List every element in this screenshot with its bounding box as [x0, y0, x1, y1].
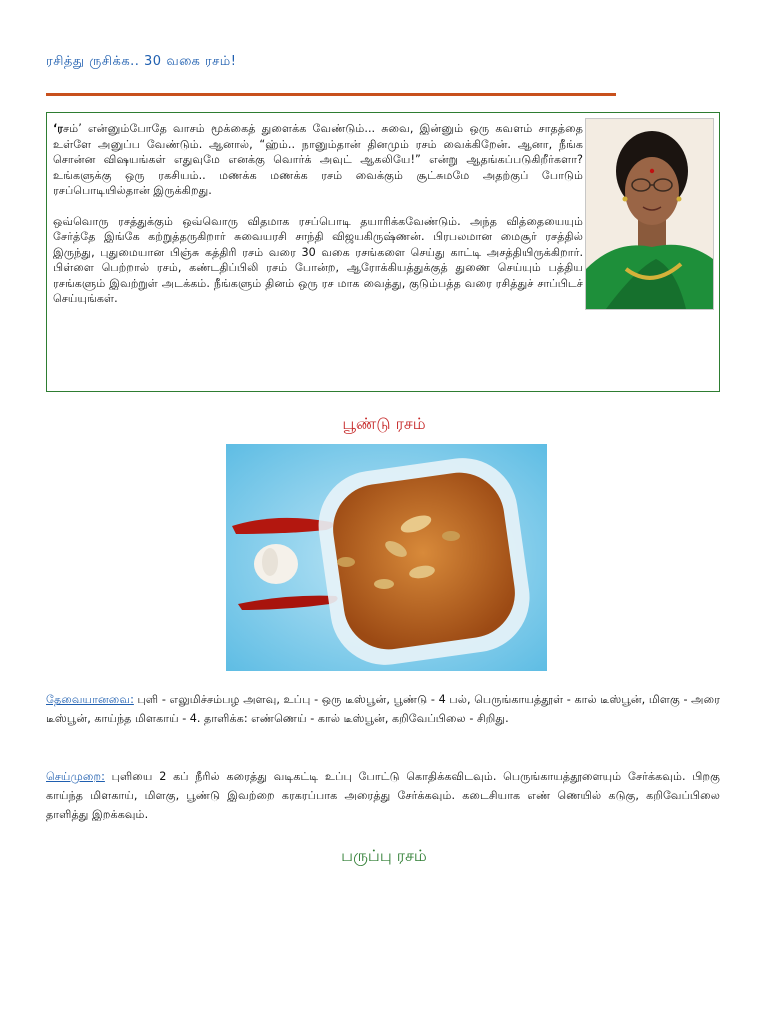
intro-paragraph-1	[53, 121, 583, 199]
intro-box	[46, 112, 720, 392]
intro-paragraph-2: ஒவ்வொரு ரசத்துக்கும் ஒவ்வொரு விதமாக ரசப்பொடி தயாரிக்கவேண்டும். அந்த வித்தையையும் சேர்த்தே இங்கே கற்றுத்தருகிறார் சுவையரசி சாந்தி விஜயகிருஷ்ணன். பிரபலமான மைசூர் ரசத்தில் இருந்து, புதுமையான பிஞ்சு கத்திரி ரசம் வரை 30 வகை ரசங்களை செய்து காட்டி அசத்தியிருக்கிறார். பிள்ளை பெற்றால் ரசம், கண்டதிப்பிலி ரசம் போன்ற, ஆரோக்கியத்துக்குத் துணை செய்யும் பத்திய ரசங்களும் இவற்றுள் அடக்கம். நீங்களும் தினம் ஒரு ரச மாக வைத்து, குடும்பத்த வரை ரசித்துச் சாப்பிடச் செய்யுங்கள்.	[53, 214, 583, 305]
intro-text	[53, 121, 583, 322]
ingredients-label: தேவையானவை:	[46, 693, 134, 706]
rasam-photo	[226, 444, 547, 671]
page-title: ரசித்து ருசிக்க.. 30 வகை ரசம்!	[46, 54, 237, 69]
method-label: செய்முறை:	[46, 770, 105, 783]
method-text: புளியை 2 கப் நீரில் கரைத்து வடிகட்டி உப்பு போட்டு கொதிக்கவிடவும். பெருங்காயத்தூளையும் சேர்க்கவும். பிறகு காய்ந்த மிளகாய், மிளகு, பூண்டு இவற்றை கரகரப்பாக அரைத்து சேர்க்கவும். கடைசியாக எண் ணெயில் கடுகு, கறிவேப்பிலை தாளித்து இறக்கவும்.	[46, 770, 720, 821]
method-paragraph	[46, 767, 720, 824]
ingredients-paragraph	[46, 690, 720, 728]
recipe-title-dal-rasam: பருப்பு ரசம்	[341, 846, 427, 865]
author-photo	[585, 118, 714, 310]
ingredients-text: புளி - எலுமிச்சம்பழ அளவு, உப்பு - ஒரு டீஸ்பூன், பூண்டு - 4 பல், பெருங்காயத்தூள் - கால் டீஸ்பூன், மிளகு - அரை டீஸ்பூன், காய்ந்த மிளகாய் - 4. தாளிக்க: எண்ணெய் - கால் டீஸ்பூன், கறிவேப்பிலை - சிறிது.	[46, 693, 720, 725]
recipe-title-garlic-rasam: பூண்டு ரசம்	[342, 414, 426, 433]
intro-paragraph-1-text: சம்’ என்னும்போதே வாசம் மூக்கைத் துளைக்க வேண்டும்... சுவை, இன்னும் ஒரு கவளம் சாதத்தை உள்ளே அனுப்ப வேண்டும். ஆனால், “ஹ்ம்.. நானும்தான் தினமும் ரசம் வைக்கிறேன். ஆனா, நீங்க சொன்ன விஷயங்கள் எதுவுமே எனக்கு வொர்க் அவுட் ஆகலியே!” என்று ஆதங்கப்படுகிறீர்களா? உங்களுக்கு ஒரு ரகசியம்.. மணக்க மணக்க ரசம் வைக்கும் சூட்சுமமே அதற்குப் போடும் ரசப்பொடியில்தான் இருக்கிறது.	[53, 122, 583, 197]
intro-lead-word: ‘ர	[53, 122, 64, 135]
title-divider	[46, 93, 616, 96]
